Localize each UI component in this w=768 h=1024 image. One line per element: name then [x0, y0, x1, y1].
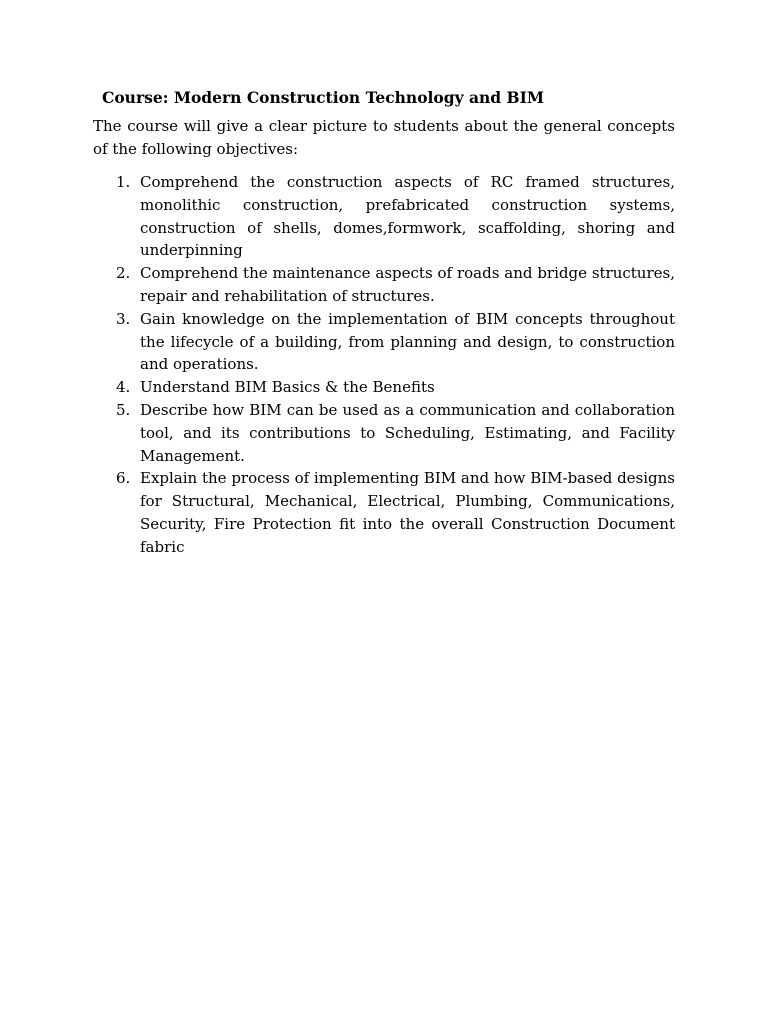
objective-text: Describe how BIM can be used as a communication and collaboration tool, and its contributions to Scheduling, Estimating, and Facility Management.	[140, 400, 675, 465]
document-page	[93, 87, 675, 559]
objective-text: Comprehend the maintenance aspects of roads and bridge structures, repair and rehabilitation of structures.	[140, 264, 675, 305]
objective-item-3	[93, 308, 675, 376]
objective-item-4	[93, 376, 675, 399]
objective-text: Comprehend the construction aspects of RC framed structures, monolithic construction, prefabricated construction systems, construction of shells, domes,formwork, scaffolding, shoring and underpinning	[140, 173, 675, 260]
objective-number: 2.	[116, 264, 131, 283]
objectives-list	[93, 171, 675, 559]
objective-text: Understand BIM Basics & the Benefits	[140, 378, 435, 397]
objective-text: Explain the process of implementing BIM and how BIM-based designs for Structural, Mechanical, Electrical, Plumbing, Communications, Security, Fire Protection fit into the overall Construction Document fabric	[140, 469, 675, 556]
objective-number: 1.	[116, 173, 131, 191]
objective-number: 3.	[116, 309, 131, 328]
course-title: Course: Modern Construction Technology and BIM	[102, 88, 545, 107]
objective-number: 5.	[116, 400, 131, 419]
objective-item-2	[93, 262, 675, 308]
objective-number: 4.	[116, 378, 131, 397]
objective-number: 6.	[116, 469, 131, 488]
objective-item-5	[93, 399, 675, 467]
objective-text: Gain knowledge on the implementation of BIM concepts throughout the lifecycle of a building, from planning and design, to construction and operations.	[140, 309, 675, 374]
objective-item-6	[93, 467, 675, 558]
objective-item-1	[93, 171, 675, 262]
intro-paragraph: The course will give a clear picture to students about the general concepts of the following objectives:	[93, 117, 675, 158]
